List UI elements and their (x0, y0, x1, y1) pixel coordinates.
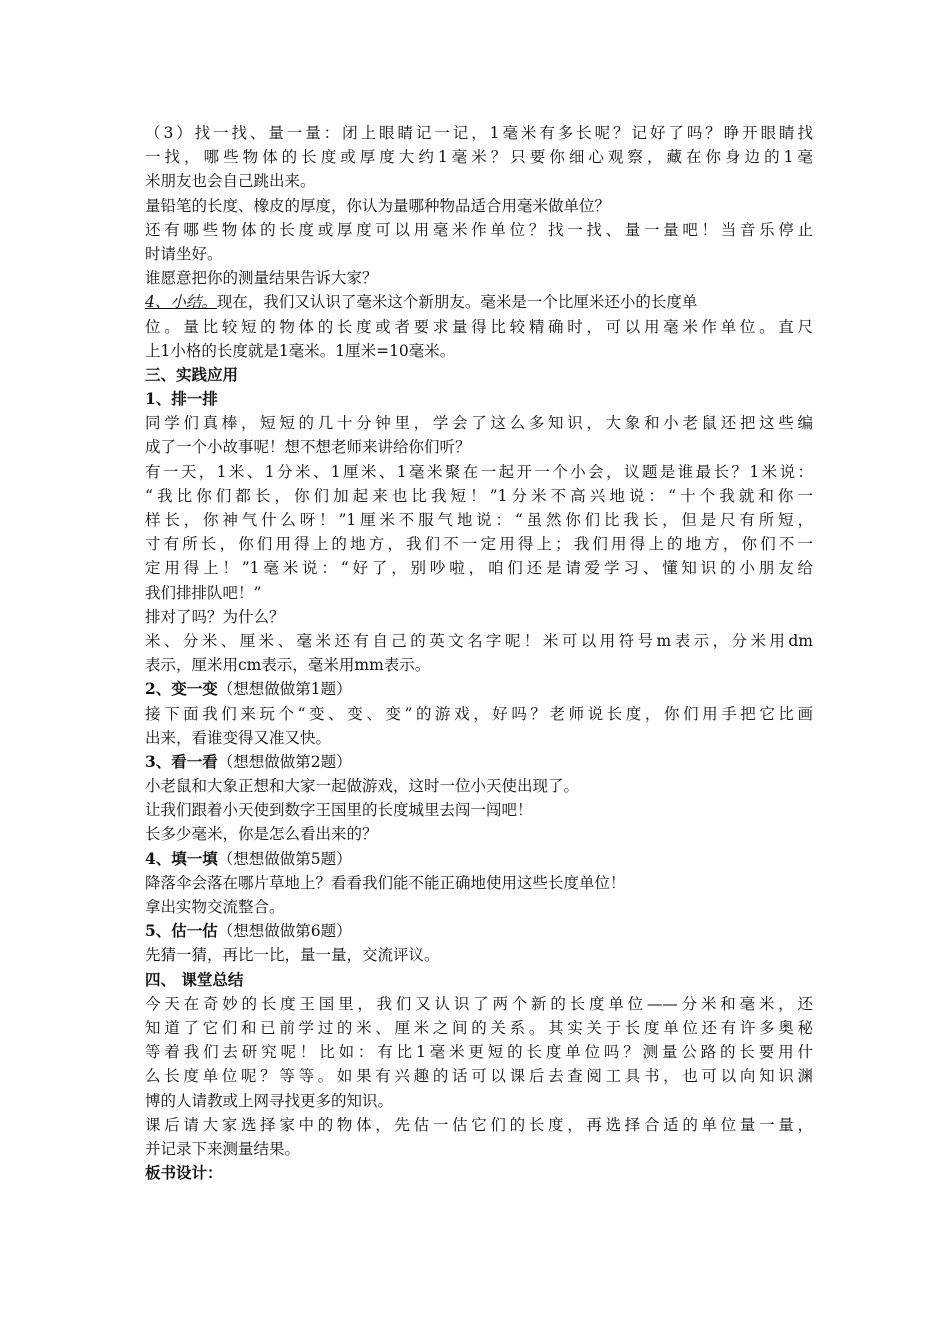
paragraph-line: 博的人请教或上网寻找更多的知识。 (145, 1091, 394, 1110)
subsection-note: （想想做做第1题） (217, 680, 352, 699)
paragraph-line: 等着我们去研究呢！比如：有比1毫米更短的长度单位吗？测量公路的长要用什 (145, 1043, 813, 1062)
subsection-title: 4、填一填 (145, 848, 218, 868)
paragraph-line: 量铅笔的长度、橡皮的厚度，你认为量哪种物品适合用毫米做单位？ (145, 196, 611, 215)
subsection-note: （想想做做第2题） (217, 752, 352, 771)
paragraph-line: 降落伞会落在哪片草地上？看看我们能不能正确地使用这些长度单位！ (145, 873, 626, 892)
paragraph-line: 位。量比较短的物体的长度或者要求量得比较精确时，可以用毫米作单位。直尺 (145, 317, 813, 336)
paragraph-line: 同学们真棒，短短的几十分钟里，学会了这么多知识，大象和小老鼠还把这些编 (145, 414, 813, 433)
paragraph-line: 今天在奇妙的长度王国里，我们又认识了两个新的长度单位——分米和毫米，还 (145, 994, 813, 1013)
paragraph-line: 拿出实物交流整合。 (145, 898, 285, 916)
summary-text: 现在，我们又认识了毫米这个新朋友。毫米是一个比厘米还小的长度单 (216, 293, 698, 312)
paragraph-line: “我比你们都长，你们加起来也比我短！”1分米不高兴地说：“十个我就和你一 (145, 486, 813, 505)
paragraph-line: 先猜一猜，再比一比，量一量，交流评议。 (145, 946, 440, 965)
paragraph-line: 定用得上！”1毫米说：“好了，别吵啦，咱们还是请爱学习、懂知识的小朋友给 (145, 559, 813, 578)
paragraph-line: 米、分米、厘米、毫米还有自己的英文名字呢！米可以用符号m表示，分米用dm (145, 631, 813, 650)
subsection-note: （想想做做第5题） (217, 849, 352, 868)
board-design-heading: 板书设计： (145, 1163, 223, 1183)
paragraph-line: 课后请大家选择家中的物体，先估一估它们的长度，再选择合适的单位量一量， (145, 1115, 813, 1134)
subsection-note: （想想做做第6题） (217, 922, 352, 941)
document-page (145, 121, 813, 1185)
subsection-heading: 1、排一排 (145, 389, 218, 409)
subsection-heading (145, 677, 813, 701)
paragraph-line: 出来，看谁变得又准又快。 (145, 728, 332, 747)
summary-heading: 4、小结。 (145, 293, 217, 312)
paragraph-line: 时请坐好。 (145, 244, 223, 263)
paragraph-line: 小老鼠和大象正想和大家一起做游戏，这时一位小天使出现了。 (145, 777, 580, 796)
paragraph-line: 成了一个小故事呢！想不想老师来讲给你们听？ (145, 438, 471, 457)
paragraph-line: （3）找一找、量一量：闭上眼睛记一记，1毫米有多长呢？记好了吗？睁开眼睛找 (145, 124, 813, 142)
section-heading: 四、 课堂总结 (145, 969, 244, 989)
paragraph-line: 谁愿意把你的测量结果告诉大家？ (145, 269, 378, 288)
paragraph-line: 排对了吗？为什么？ (145, 607, 285, 626)
subsection-heading (145, 919, 813, 943)
paragraph-line: 寸有所长，你们用得上的地方，我们不一定用得上；我们用得上的地方，你们不一 (145, 535, 813, 554)
subsection-title: 2、变一变 (145, 679, 218, 699)
paragraph-line: 长多少毫米，你是怎么看出来的？ (145, 825, 378, 844)
paragraph-line: 接下面我们来玩个“变、变、变”的游戏，好吗？老师说长度，你们用手把它比画 (145, 704, 813, 723)
summary-line (145, 290, 813, 314)
paragraph-line: 我们排排队吧！” (145, 583, 262, 602)
paragraph-line: 米朋友也会自己跳出来。 (145, 172, 316, 191)
subsection-title: 5、估一估 (145, 921, 218, 941)
section-heading: 三、实践应用 (145, 364, 239, 384)
paragraph-line: 么长度单位呢？等等。如果有兴趣的话可以课后去查阅工具书，也可以向知识渊 (145, 1067, 813, 1086)
paragraph-line: 一找，哪些物体的长度或厚度大约1毫米？只要你细心观察，藏在你身边的1毫 (145, 148, 813, 167)
paragraph-line: 上1小格的长度就是1毫米。1厘米=10毫米。 (145, 341, 456, 360)
subsection-heading (145, 847, 813, 871)
paragraph-line: 样长，你神气什么呀！”1厘米不服气地说：“虽然你们比我长，但是尺有所短， (145, 511, 813, 529)
subsection-title: 3、看一看 (145, 751, 218, 771)
paragraph-line: 还有哪些物体的长度或厚度可以用毫米作单位？找一找、量一量吧！当音乐停止 (145, 220, 813, 239)
paragraph-line: 让我们跟着小天使到数字王国里的长度城里去闯一闯吧！ (145, 801, 533, 820)
paragraph-line: 并记录下来测量结果。 (145, 1139, 301, 1158)
paragraph-line: 表示，厘米用cm表示，毫米用mm表示。 (145, 656, 431, 675)
paragraph-line: 有一天，1米、1分米、1厘米、1毫米聚在一起开一个小会，议题是谁最长？1米说： (145, 462, 813, 481)
paragraph-line: 知道了它们和已前学过的米、厘米之间的关系。其实关于长度单位还有许多奥秘 (145, 1018, 813, 1037)
subsection-heading (145, 750, 813, 774)
